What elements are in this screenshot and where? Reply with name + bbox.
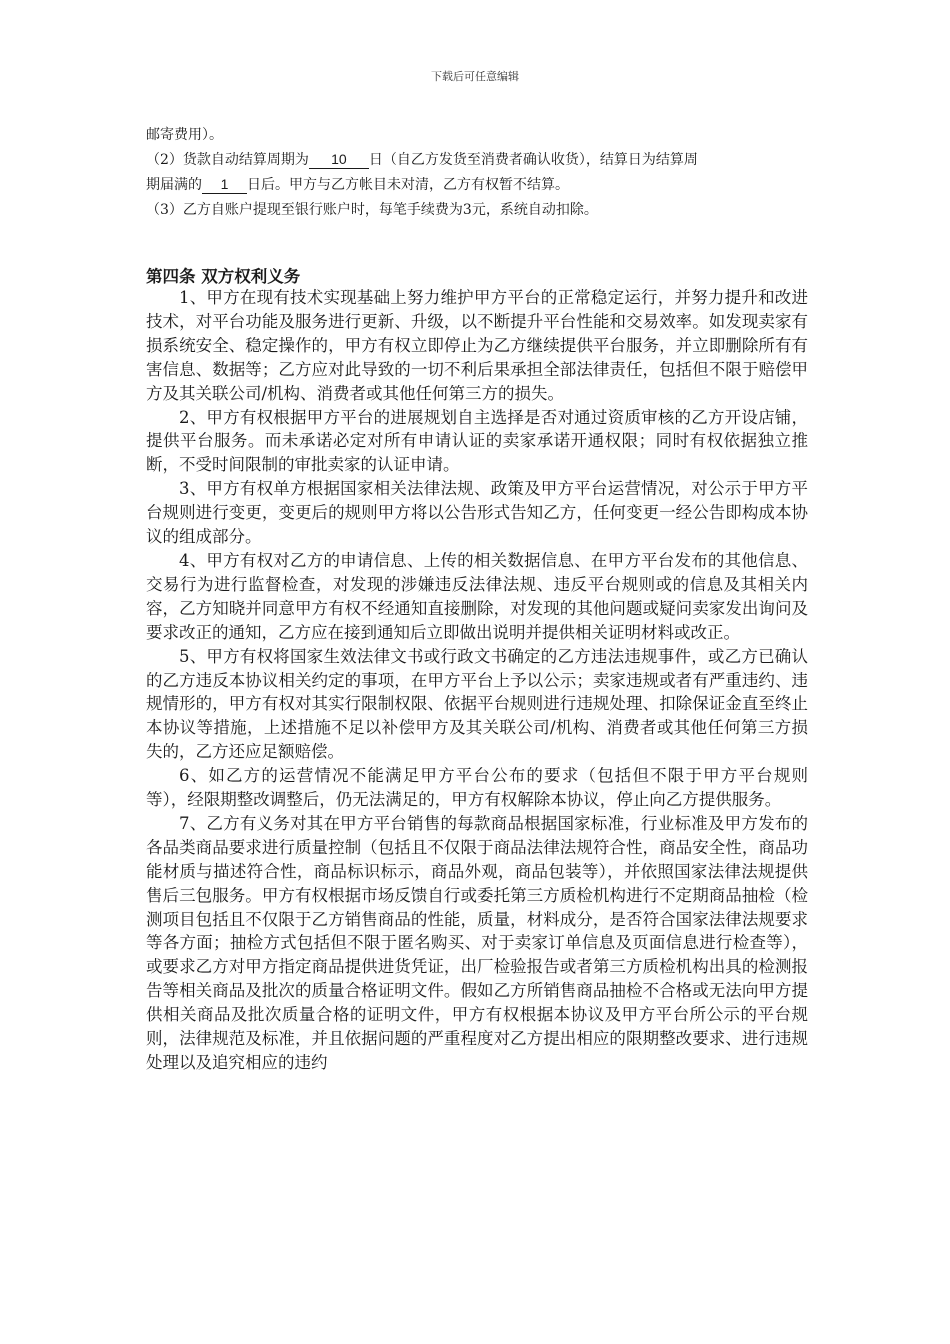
clause-paragraph: 3、甲方有权单方根据国家相关法律法规、政策及甲方平台运营情况，对公示于甲方平台规则进行变更，变更后的规则甲方将以公告形式告知乙方，任何变更一经公告即构成本协议的组成部分。 — [146, 479, 808, 547]
postage-line: 邮寄费用）。 — [146, 127, 223, 143]
section4-body — [146, 286, 808, 1075]
settlement-cycle-text: （2）货款自动结算周期为 — [146, 152, 309, 168]
settlement-cycle-text-2: 日（自乙方发货至消费者确认收货），结算日为结算周 — [368, 152, 698, 168]
clause-paragraph: 6、如乙方的运营情况不能满足甲方平台公布的要求（包括但不限于甲方平台规则等），经限期整改调整后，仍无法满足的，甲方有权解除本协议，停止向乙方提供服务。 — [146, 766, 808, 810]
clause-paragraph: 1、甲方在现有技术实现基础上努力维护甲方平台的正常稳定运行，并努力提升和改进技术，对平台功能及服务进行更新、升级，以不断提升平台性能和交易效率。如发现卖家有损系统安全、稳定操作的，甲方有权立即停止为乙方继续提供平台服务，并立即删除所有有害信息、数据等；乙方应对此导致的一切不利后果承担全部法律责任，包括但不限于赔偿甲方及其关联公司/机构、消费者或其他任何第三方的损失。 — [146, 288, 808, 403]
clause-paragraph: 4、甲方有权对乙方的申请信息、上传的相关数据信息、在甲方平台发布的其他信息、交易行为进行监督检查，对发现的涉嫌违反法律法规、违反平台规则或的信息及其相关内容，乙方知晓并同意甲方有权不经通知直接删除，对发现的其他问题或疑问卖家发出询问及要求改正的通知，乙方应在接到通知后立即做出说明并提供相关证明材料或改正。 — [146, 550, 808, 642]
settlement-day-blank: 1 — [202, 176, 247, 194]
settlement-day-text-2: 日后。甲方与乙方帐目未对清，乙方有权暂不结算。 — [247, 177, 569, 193]
settlement-day-text: 期届满的 — [146, 177, 202, 193]
section4-title: 第四条 双方权利义务 — [146, 267, 301, 286]
clause-paragraph: 2、甲方有权根据甲方平台的进展规划自主选择是否对通过资质审核的乙方开设店铺，提供平台服务。而未承诺必定对所有申请认证的卖家承诺开通权限；同时有权依据独立推断，不受时间限制的审批卖家的认证申请。 — [146, 407, 808, 475]
clause-paragraph: 5、甲方有权将国家生效法律文书或行政文书确定的乙方违法违规事件，或乙方已确认的乙方违反本协议相关约定的事项，在甲方平台上予以公示；卖家违规或者有严重违约、违规情形的，甲方有权对其实行限制权限、依据平台规则进行违规处理、扣除保证金直至终止本协议等措施，上述措施不足以补偿甲方及其关联公司/机构、消费者或其他任何第三方损失的，乙方还应足额赔偿。 — [146, 646, 808, 762]
clause-paragraph: 7、乙方有义务对其在甲方平台销售的每款商品根据国家标准，行业标准及甲方发布的各品类商品要求进行质量控制（包括且不仅限于商品法律法规符合性，商品安全性，商品功能材质与描述符合性，商品标识标示，商品外观，商品包装等），并依照国家法律法规提供售后三包服务。甲方有权根据市场反馈自行或委托第三方质检机构进行不定期商品抽检（检测项目包括且不仅限于乙方销售商品的性能，质量，材料成分，是否符合国家法律法规要求等各方面；抽检方式包括但不限于匿名购买、对于卖家订单信息及页面信息进行检查等），或要求乙方对甲方指定商品提供进货凭证，出厂检验报告或者第三方质检机构出具的检测报告等相关商品及批次的质量合格证明文件。假如乙方所销售商品抽检不合格或无法向甲方提供相关商品及批次质量合格的证明文件，甲方有权根据本协议及甲方平台所公示的平台规则，法律规范及标准，并且依据问题的严重程度对乙方提出相应的限期整改要求、进行违规处理以及追究相应的违约 — [146, 813, 808, 1072]
section3-tail — [146, 123, 806, 223]
withdraw-fee-line: （3）乙方自账户提现至银行账户时，每笔手续费为3元，系统自动扣除。 — [146, 202, 598, 218]
settlement-cycle-line — [146, 148, 806, 173]
header-note: 下载后可任意编辑 — [431, 70, 519, 83]
settlement-day-line — [146, 173, 806, 198]
settlement-cycle-blank: 10 — [309, 151, 369, 169]
